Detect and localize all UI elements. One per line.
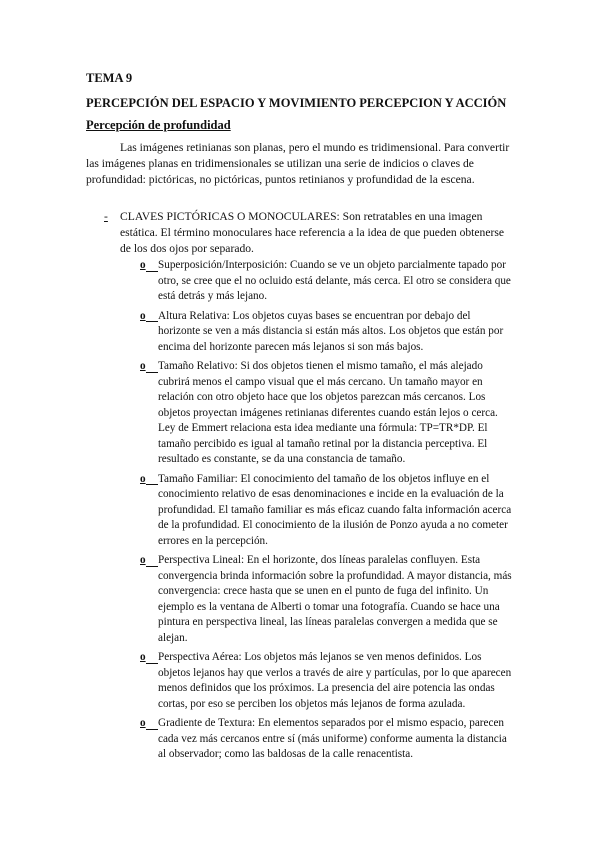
- bullet-marker: o: [140, 650, 158, 666]
- document-title: TEMA 9: [86, 71, 133, 85]
- intro-paragraph: Las imágenes retinianas son planas, pero el mundo es tridimensional. Para convertir las imágenes planas en tridimensionales se utilizan una serie de indicios o claves de profundidad: pictóricas, no pictóricas, puntos retinianos y profundidad de la escena.: [86, 141, 510, 186]
- claves-list-item: [104, 209, 516, 257]
- section-heading: Percepción de profundidad: [86, 118, 231, 132]
- list-item-text: Perspectiva Lineal: En el horizonte, dos líneas paralelas confluyen. Esta convergencia brinda información sobre la profundidad. A mayor distancia, más convergencia: crece hasta que se unen en el punto de fuga del infinito. Un ejemplo es la ventana de Alberti o tomar una fotografía. Cuando se hace una pintura en perspectiva lineal, las líneas paralelas convergen a medida que se alejan.: [158, 554, 512, 644]
- list-item-text: Gradiente de Textura: En elementos separados por el mismo espacio, parecen cada vez más cercanos entre sí (más uniforme) conforme aumenta la distancia al observador; como las baldosas de la calle renacentista.: [158, 717, 507, 760]
- list-item-text: Superposición/Interposición: Cuando se ve un objeto parcialmente tapado por otro, se cree que el no ocluido está delante, más cerca. El otro se considera que está detrás y más lejano.: [158, 259, 511, 302]
- list-item: [140, 309, 512, 356]
- bullet-marker: o: [140, 309, 158, 325]
- bullet-marker: o: [140, 553, 158, 569]
- list-item-text: Tamaño Familiar: El conocimiento del tamaño de los objetos influye en el conocimiento relativo de esas denominaciones e incide en la evaluación de la profundidad. El tamaño familiar es más eficaz cuando falta información acerca de la profundidad. El conocimiento de la ilusión de Ponzo ayuda a no cometer errores en la percepción.: [158, 472, 512, 547]
- bullet-marker: o: [140, 359, 158, 375]
- bullet-marker: o: [140, 258, 158, 274]
- depth-cues-list: [140, 258, 512, 767]
- list-item: [140, 472, 512, 550]
- document-subtitle: PERCEPCIÓN DEL ESPACIO Y MOVIMIENTO PERCEPCION Y ACCIÓN: [86, 96, 507, 110]
- bullet-marker: o: [140, 472, 158, 488]
- list-item: [140, 258, 512, 305]
- list-item: [140, 716, 512, 763]
- list-item: [140, 553, 512, 646]
- list-item-text: Perspectiva Aérea: Los objetos más lejanos se ven menos definidos. Los objetos lejanos hay que verlos a través de aire y partículas, por lo que aparecen menos definidos que los próximos. La presencia del aire potencia las ondas cortas, por eso se perciben los objetos más lejanos de forma azulada.: [158, 651, 512, 710]
- bullet-marker: o: [140, 716, 158, 732]
- claves-text: CLAVES PICTÓRICAS O MONOCULARES: Son retratables en una imagen estática. El término monoculares hace referencia a la idea de que pueden obtenerse de los dos ojos por separado.: [120, 210, 505, 255]
- list-item: [140, 650, 512, 712]
- list-item-text: Altura Relativa: Los objetos cuyas bases se encuentran por debajo del horizonte se ven a más distancia si están más altos. Los objetos que están por encima del horizonte parecen más lejanos si son más bajos.: [158, 309, 504, 353]
- list-item-text: Tamaño Relativo: Si dos objetos tienen el mismo tamaño, el más alejado cubrirá menos el campo visual que el más cercano. Un tamaño mayor en relación con otro objeto hace que los objetos parezcan más cercanos. Los objetos proyectan imágenes retinianas diferentes cuando están lejos o cerca. Ley de Emmert relaciona esta idea mediante una fórmula: TP=TR*DP. El tamaño percibido es igual al tamaño retinal por la distancia perceptiva. El resultado es constante, se da una constancia de tamaño.: [158, 360, 498, 465]
- dash-bullet: -: [104, 210, 108, 223]
- list-item: [140, 359, 512, 468]
